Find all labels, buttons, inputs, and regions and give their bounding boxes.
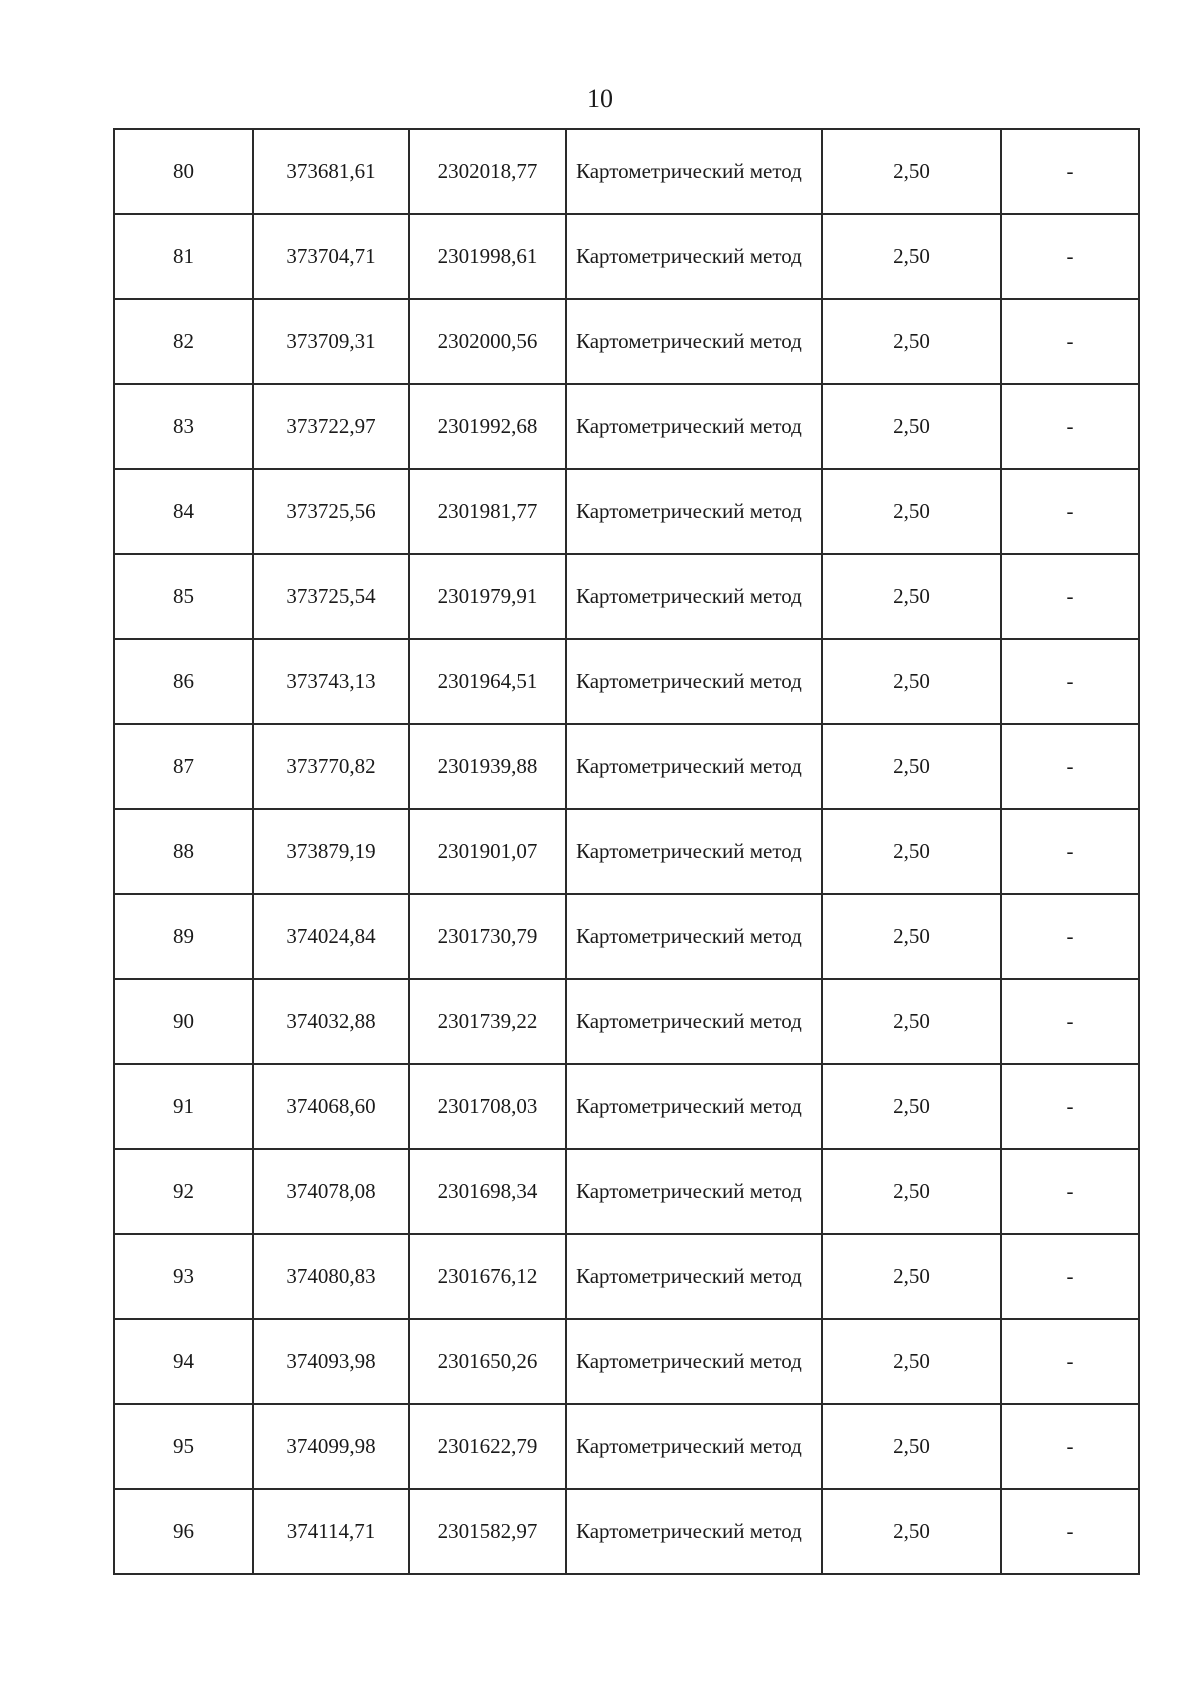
point-number-cell: 89 — [114, 894, 253, 979]
x-coordinate-cell: 373743,13 — [253, 639, 409, 724]
table-row — [114, 1149, 1139, 1234]
y-coordinate-cell: 2301582,97 — [409, 1489, 566, 1574]
method-cell: Картометрический метод — [566, 979, 822, 1064]
table-row — [114, 384, 1139, 469]
accuracy-cell: 2,50 — [822, 469, 1001, 554]
x-coordinate-cell: 373681,61 — [253, 129, 409, 214]
accuracy-cell: 2,50 — [822, 299, 1001, 384]
note-cell: - — [1001, 1319, 1139, 1404]
method-cell: Картометрический метод — [566, 1234, 822, 1319]
point-number-cell: 92 — [114, 1149, 253, 1234]
point-number-cell: 93 — [114, 1234, 253, 1319]
x-coordinate-cell: 373879,19 — [253, 809, 409, 894]
accuracy-cell: 2,50 — [822, 554, 1001, 639]
method-cell: Картометрический метод — [566, 554, 822, 639]
x-coordinate-cell: 373725,54 — [253, 554, 409, 639]
table-row — [114, 129, 1139, 214]
x-coordinate-cell: 373709,31 — [253, 299, 409, 384]
point-number-cell: 86 — [114, 639, 253, 724]
point-number-cell: 82 — [114, 299, 253, 384]
point-number-cell: 85 — [114, 554, 253, 639]
note-cell: - — [1001, 214, 1139, 299]
accuracy-cell: 2,50 — [822, 979, 1001, 1064]
point-number-cell: 80 — [114, 129, 253, 214]
accuracy-cell: 2,50 — [822, 639, 1001, 724]
point-number-cell: 87 — [114, 724, 253, 809]
x-coordinate-cell: 374068,60 — [253, 1064, 409, 1149]
page-number: 10 — [587, 84, 613, 113]
point-number-cell: 96 — [114, 1489, 253, 1574]
table-row — [114, 214, 1139, 299]
table-row — [114, 1489, 1139, 1574]
method-cell: Картометрический метод — [566, 469, 822, 554]
accuracy-cell: 2,50 — [822, 724, 1001, 809]
table-row — [114, 469, 1139, 554]
y-coordinate-cell: 2301650,26 — [409, 1319, 566, 1404]
note-cell: - — [1001, 894, 1139, 979]
note-cell: - — [1001, 809, 1139, 894]
note-cell: - — [1001, 1149, 1139, 1234]
accuracy-cell: 2,50 — [822, 809, 1001, 894]
y-coordinate-cell: 2301901,07 — [409, 809, 566, 894]
table-row — [114, 1234, 1139, 1319]
method-cell: Картометрический метод — [566, 894, 822, 979]
method-cell: Картометрический метод — [566, 809, 822, 894]
point-number-cell: 91 — [114, 1064, 253, 1149]
accuracy-cell: 2,50 — [822, 1489, 1001, 1574]
point-number-cell: 83 — [114, 384, 253, 469]
coordinates-table-body — [114, 129, 1139, 1574]
x-coordinate-cell: 374080,83 — [253, 1234, 409, 1319]
coordinates-table — [113, 128, 1140, 1575]
note-cell: - — [1001, 1489, 1139, 1574]
method-cell: Картометрический метод — [566, 384, 822, 469]
method-cell: Картометрический метод — [566, 1064, 822, 1149]
x-coordinate-cell: 373704,71 — [253, 214, 409, 299]
note-cell: - — [1001, 1064, 1139, 1149]
note-cell: - — [1001, 639, 1139, 724]
accuracy-cell: 2,50 — [822, 129, 1001, 214]
accuracy-cell: 2,50 — [822, 1149, 1001, 1234]
x-coordinate-cell: 374114,71 — [253, 1489, 409, 1574]
x-coordinate-cell: 373770,82 — [253, 724, 409, 809]
y-coordinate-cell: 2301998,61 — [409, 214, 566, 299]
note-cell: - — [1001, 469, 1139, 554]
point-number-cell: 81 — [114, 214, 253, 299]
note-cell: - — [1001, 979, 1139, 1064]
method-cell: Картометрический метод — [566, 214, 822, 299]
y-coordinate-cell: 2302018,77 — [409, 129, 566, 214]
table-row — [114, 299, 1139, 384]
y-coordinate-cell: 2301622,79 — [409, 1404, 566, 1489]
table-row — [114, 1319, 1139, 1404]
y-coordinate-cell: 2301708,03 — [409, 1064, 566, 1149]
table-row — [114, 979, 1139, 1064]
y-coordinate-cell: 2301964,51 — [409, 639, 566, 724]
x-coordinate-cell: 373722,97 — [253, 384, 409, 469]
y-coordinate-cell: 2301981,77 — [409, 469, 566, 554]
y-coordinate-cell: 2301979,91 — [409, 554, 566, 639]
y-coordinate-cell: 2301739,22 — [409, 979, 566, 1064]
y-coordinate-cell: 2301730,79 — [409, 894, 566, 979]
accuracy-cell: 2,50 — [822, 384, 1001, 469]
x-coordinate-cell: 374024,84 — [253, 894, 409, 979]
x-coordinate-cell: 374032,88 — [253, 979, 409, 1064]
y-coordinate-cell: 2301939,88 — [409, 724, 566, 809]
method-cell: Картометрический метод — [566, 1149, 822, 1234]
note-cell: - — [1001, 384, 1139, 469]
note-cell: - — [1001, 129, 1139, 214]
note-cell: - — [1001, 1404, 1139, 1489]
accuracy-cell: 2,50 — [822, 1404, 1001, 1489]
table-row — [114, 639, 1139, 724]
y-coordinate-cell: 2301992,68 — [409, 384, 566, 469]
point-number-cell: 88 — [114, 809, 253, 894]
method-cell: Картометрический метод — [566, 1489, 822, 1574]
method-cell: Картометрический метод — [566, 1404, 822, 1489]
x-coordinate-cell: 374099,98 — [253, 1404, 409, 1489]
x-coordinate-cell: 374093,98 — [253, 1319, 409, 1404]
method-cell: Картометрический метод — [566, 724, 822, 809]
table-row — [114, 809, 1139, 894]
table-row — [114, 894, 1139, 979]
point-number-cell: 94 — [114, 1319, 253, 1404]
y-coordinate-cell: 2301676,12 — [409, 1234, 566, 1319]
method-cell: Картометрический метод — [566, 639, 822, 724]
note-cell: - — [1001, 554, 1139, 639]
note-cell: - — [1001, 1234, 1139, 1319]
method-cell: Картометрический метод — [566, 129, 822, 214]
x-coordinate-cell: 373725,56 — [253, 469, 409, 554]
note-cell: - — [1001, 299, 1139, 384]
method-cell: Картометрический метод — [566, 1319, 822, 1404]
accuracy-cell: 2,50 — [822, 894, 1001, 979]
accuracy-cell: 2,50 — [822, 1064, 1001, 1149]
point-number-cell: 90 — [114, 979, 253, 1064]
table-row — [114, 1064, 1139, 1149]
method-cell: Картометрический метод — [566, 299, 822, 384]
table-row — [114, 554, 1139, 639]
y-coordinate-cell: 2301698,34 — [409, 1149, 566, 1234]
x-coordinate-cell: 374078,08 — [253, 1149, 409, 1234]
accuracy-cell: 2,50 — [822, 1234, 1001, 1319]
y-coordinate-cell: 2302000,56 — [409, 299, 566, 384]
point-number-cell: 84 — [114, 469, 253, 554]
table-row — [114, 1404, 1139, 1489]
point-number-cell: 95 — [114, 1404, 253, 1489]
accuracy-cell: 2,50 — [822, 214, 1001, 299]
note-cell: - — [1001, 724, 1139, 809]
accuracy-cell: 2,50 — [822, 1319, 1001, 1404]
table-row — [114, 724, 1139, 809]
